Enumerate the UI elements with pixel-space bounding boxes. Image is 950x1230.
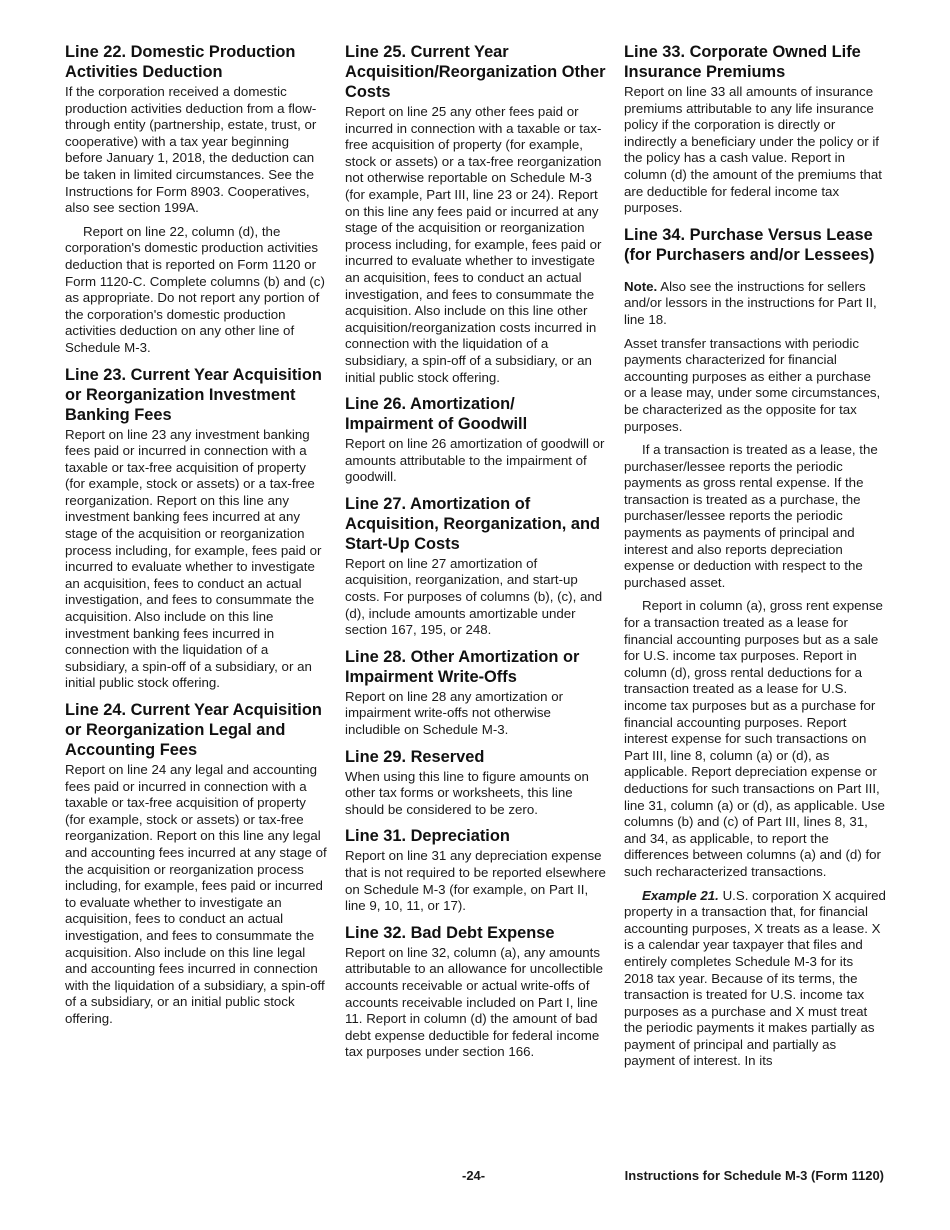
heading-line-26: Line 26. Amortization/ Impairment of Goodwill: [345, 395, 528, 434]
line-22-paragraph-2: Report on line 22, column (d), the corporation's domestic production activities deduction that is reported on Form 1120 or Form 1120-C. Complete columns (b) and (c) as appropriate. Do not report any portion of the corporation's domestic production activities deduction on any other line of Schedule M-3.: [65, 223, 325, 355]
example-21-text: U.S. corporation X acquired property in a transaction that, for financial accounting purposes, X treats as a lease. X is a calendar year taxpayer that files and entirely completes Schedule M-3 for its 2018 tax year. Because of its terms, the transaction is treated for U.S. income tax purposes as a purchase and X must treat the periodic payments it makes partially as payment of principal and partially as payment of interest. In its: [624, 887, 886, 1069]
heading-line-24: Line 24. Current Year Acquisition or Reorganization Legal and Accounting Fees: [65, 701, 322, 759]
heading-line-22: Line 22. Domestic Production Activities Deduction: [65, 43, 296, 81]
heading-line-27: Line 27. Amortization of Acquisition, Reorganization, and Start-Up Costs: [345, 494, 600, 553]
heading-line-25: Line 25. Current Year Acquisition/Reorganization Other Costs: [345, 43, 606, 101]
line-34-note: [624, 279, 886, 329]
line-23-paragraph-1: Report on line 23 any investment banking fees paid or incurred in connection with a taxable or tax-free acquisition of property (for example, stock or assets) or a tax-free reorganization. Report on this line any investment banking fees incurred at any stage of the acquisition or reorganization process including, for example, fees paid or incurred to evaluate whether to investigate an acquisition, fees to conduct an actual investigation, and fees to consummate the acquisition. Also include on this line investment banking fees incurred in connection with the liquidation of a subsidiary, a spin-off of a subsidiary, or an initial public stock offering.: [65, 426, 322, 691]
line-34-paragraph-2: If a transaction is treated as a lease, the purchaser/lessee reports the periodic payments as gross rental expense. If the transaction is treated as a purchase, the purchaser/lessee reports the periodic payments as payments of principal and interest and also reports depreciation expense or deduction with respect to the purchased asset.: [624, 442, 878, 590]
heading-line-32: Line 32. Bad Debt Expense: [345, 923, 555, 942]
note-label: Note.: [624, 278, 658, 294]
line-27-paragraph-1: Report on line 27 amortization of acquisition, reorganization, and start-up costs. For purposes of columns (b), (c), and (d), include amounts amortizable under section 167, 195, or 248.: [345, 555, 603, 638]
line-28-paragraph-1: Report on line 28 any amortization or impairment write-offs not otherwise includible on Schedule M-3.: [345, 688, 564, 738]
heading-line-34: Line 34. Purchase Versus Lease (for Purchasers and/or Lessees): [624, 225, 875, 264]
heading-line-31: Line 31. Depreciation: [345, 827, 510, 846]
example-21-label: Example 21.: [642, 887, 719, 903]
example-21-paragraph: [624, 888, 886, 1071]
page-number: -24-: [462, 1168, 486, 1183]
heading-line-33: Line 33. Corporate Owned Life Insurance Premiums: [624, 43, 861, 81]
line-32-paragraph-1: Report on line 32, column (a), any amounts attributable to an allowance for uncollectible accounts receivable or actual write-offs of accounts receivable included on Part I, line 11. Report in column (d) the amount of bad debt expense deductible for federal income tax purposes under section 166.: [345, 944, 603, 1060]
heading-line-28: Line 28. Other Amortization or Impairment Write-Offs: [345, 647, 580, 686]
line-22-paragraph-1: If the corporation received a domestic production activities deduction from a flow-through entity (partnership, estate, trust, or cooperative) with a tax year beginning before January 1, 2018, the deduction can be taken in limited circumstances. See the Instructions for Form 8903. Cooperatives, also see section 199A.: [65, 84, 317, 216]
heading-line-29: Line 29. Reserved: [345, 747, 485, 766]
line-31-paragraph-1: Report on line 31 any depreciation expense that is not required to be reported elsewhere on Schedule M-3 (for example, on Part II, line 9, 10, 11, or 17).: [345, 848, 606, 914]
line-34-paragraph-1: Asset transfer transactions with periodic payments characterized for financial accounting purposes as either a purchase or a lease may, under some circumstances, be characterized as the opposite for tax purposes.: [624, 335, 881, 434]
column-right: [624, 42, 886, 1070]
line-29-paragraph-1: When using this line to figure amounts on other tax forms or worksheets, this line should be considered to be zero.: [345, 768, 589, 817]
line-26-paragraph-1: Report on line 26 amortization of goodwill or amounts attributable to the impairment of goodwill.: [345, 436, 605, 485]
line-33-paragraph-1: Report on line 33 all amounts of insurance premiums attributable to any life insurance policy if the corporation is directly or indirectly a beneficiary under the policy or if the policy has a cash value. Report in column (d) the amount of the premiums that are deductible for federal income tax purposes.: [624, 84, 882, 216]
column-middle: [345, 42, 607, 1061]
footer-document-title: Instructions for Schedule M-3 (Form 1120): [624, 1168, 884, 1183]
note-text: Also see the instructions for sellers and/or lessors in the instructions for Part II, line 18.: [624, 278, 877, 327]
line-24-paragraph-1: Report on line 24 any legal and accounting fees paid or incurred in connection with a taxable or tax-free acquisition of property (for example, stock or assets) or tax-free reorganization. Report on this line any legal and accounting fees incurred at any stage of the acquisition or reorganization process including, for example, fees paid or incurred to evaluate whether to investigate an acquisition, fees to conduct an actual investigation, and fees to consummate the acquisition. Also include on this line legal and accounting fees incurred in connection with the liquidation of a subsidiary, a spin-off of a subsidiary, or an initial public stock offering.: [65, 762, 327, 1026]
line-34-paragraph-3: Report in column (a), gross rent expense for a transaction treated as a lease for financial accounting purposes but as a sale for U.S. income tax purposes. Report in column (d), gross rental deductions for a transaction treated as a lease for U.S. income tax purposes but as a purchase for financial accounting purposes. Report interest expense for such transactions on Part III, line 8, column (a) or (d), as applicable. Report depreciation expense or deductions for such transactions on Part III, line 31, column (a) or (d), as applicable. Use columns (b) and (c) of Part III, lines 8, 31, and 34, as applicable, to report the differences between columns (a) and (d) for such recharacterized transactions.: [624, 598, 885, 879]
line-25-paragraph-1: Report on line 25 any other fees paid or incurred in connection with a taxable or tax-free acquisition of property (for example, stock or assets) or a tax-free reorganization not otherwise reportable on Schedule M-3 (for example, Part III, line 23 or 24). Report on this line any fees paid or incurred at any stage of the acquisition or reorganization process including, for example, fees paid or incurred to evaluate whether to investigate an acquisition, fees to conduct an actual investigation, and fees to consummate the acquisition. Also include on this line other acquisition/reorganization costs incurred in connection with the liquidation of a subsidiary, a spin-off of a subsidiary, or an initial public stock offering.: [345, 104, 602, 385]
heading-line-23: Line 23. Current Year Acquisition or Reorganization Investment Banking Fees: [65, 365, 322, 424]
column-left: [65, 42, 327, 1028]
